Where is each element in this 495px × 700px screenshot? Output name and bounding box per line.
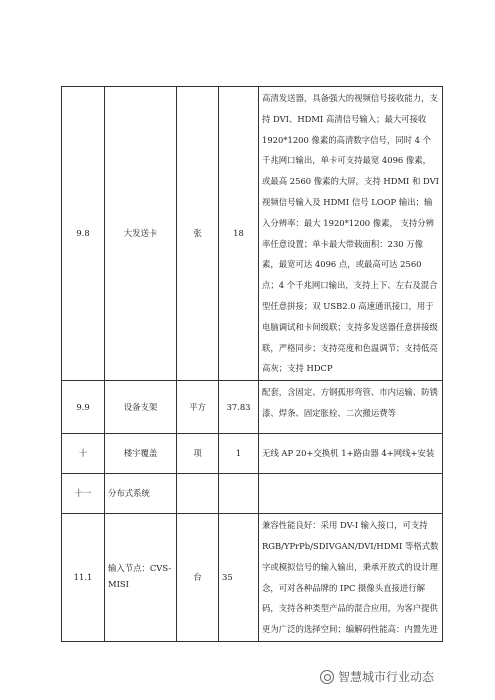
item-number: 11.1 <box>62 514 105 642</box>
item-quantity: 1 <box>219 434 259 474</box>
item-name: 输入节点：CVS-MISI <box>108 563 172 590</box>
watermark-text: 智慧城市行业动态 <box>338 670 435 684</box>
section-name: 分布式系统 <box>105 474 177 514</box>
table-row <box>62 514 443 642</box>
item-description: 无线 AP 20+交换机 1+路由器 4+网线+安装 <box>259 434 443 474</box>
wechat-channel-icon <box>320 670 334 684</box>
item-quantity: 35 <box>219 514 259 642</box>
item-unit: 项 <box>177 434 219 474</box>
item-name: 大发送卡 <box>105 87 177 381</box>
table-row <box>62 474 443 514</box>
item-number: 9.9 <box>62 381 105 434</box>
item-name: 楼宇覆盖 <box>105 434 177 474</box>
table-row <box>62 381 443 434</box>
item-unit: 张 <box>177 87 219 381</box>
spec-table <box>61 86 443 642</box>
item-description: 配套，含固定、方钢孤形弯管、市内运输、防锈漆、焊条、固定胀栓、二次搬运费等 <box>259 381 443 434</box>
table-row <box>62 434 443 474</box>
item-quantity: 37.83 <box>219 381 259 434</box>
item-number: 十 <box>62 434 105 474</box>
item-description: 兼容性能良好：采用 DV-I 输入接口，可支持 RGB/YPrPb/SDIVGAN/DVI/HDMI 等格式数字或模拟信号的输入输出，秉承开放式的设计理念，可对各种品牌的 IPC 摄像头直接进行解码，支持各种类型产品的混合应用，为客户提供更为广泛的选择空间；编解码性能高：内置先进 <box>259 514 443 642</box>
item-unit: 台 <box>177 514 219 642</box>
table-row <box>62 87 443 381</box>
watermark <box>320 668 434 685</box>
item-number: 9.8 <box>62 87 105 381</box>
item-name: 设备支架 <box>105 381 177 434</box>
section-number: 十一 <box>62 474 105 514</box>
item-unit: 平方 <box>177 381 219 434</box>
item-quantity: 18 <box>219 87 259 381</box>
item-description: 高清发送器，具备强大的视频信号接收能力，支持 DVI、HDMI 高清信号输入；最大可接收 1920*1200 像素的高清数字信号，同时 4 个千兆网口输出，单卡可支持最宽 4096 像素，或最高 2560 像素的大屏。支持 HDMI 和 DVI 视频信号输入及 HDMI 信号 LOOP 输出；输入分辨率：最大 1920*1200 像素， 支持分辨率任意设置；单卡最大带载面积：230 万像素，最宽可达 4096 点，或最高可达 2560 点；4 个千兆网口输出，支持上下、左右及混合型任意拼接；双 USB2.0 高速通讯接口，用于电脑调试和卡间级联；支持多发送器任意拼接级联，严格同步；支持亮度和色温调节；支持低亮高灰；支持 HDCP <box>259 87 443 381</box>
